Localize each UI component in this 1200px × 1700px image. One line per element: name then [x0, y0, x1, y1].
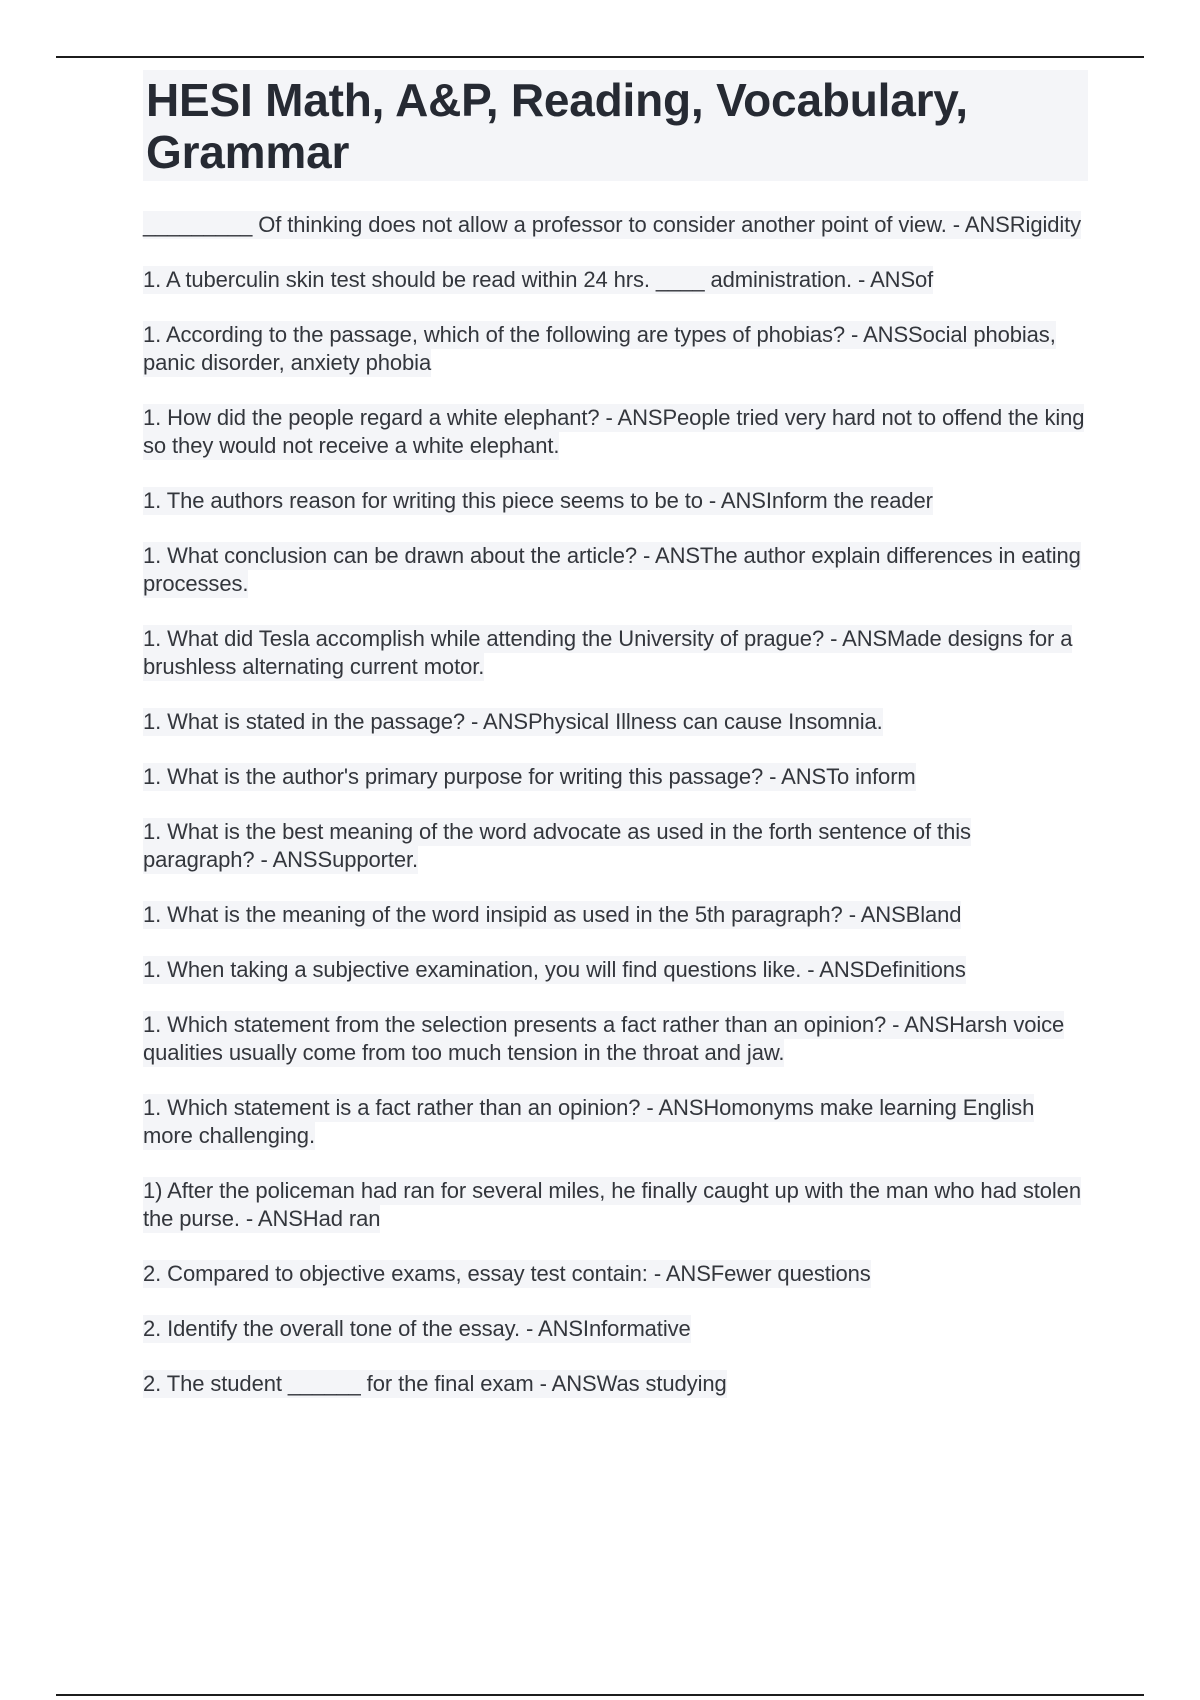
document-title: HESI Math, A&P, Reading, Vocabulary, Grammar	[146, 74, 968, 178]
qa-text: 2. Identify the overall tone of the essay. - ANSInformative	[143, 1316, 691, 1341]
top-rule	[56, 56, 1144, 58]
qa-item	[143, 708, 1088, 736]
qa-item	[143, 763, 1088, 791]
qa-text: 1. What is the meaning of the word insipid as used in the 5th paragraph? - ANSBland	[143, 902, 962, 927]
qa-text: 1. Which statement from the selection presents a fact rather than an opinion? - ANSHarsh voice qualities usually come from too much tension in the throat and jaw.	[143, 1012, 1065, 1065]
qa-item	[143, 321, 1088, 377]
qa-item	[143, 404, 1088, 460]
document-body	[143, 70, 1088, 1425]
qa-item	[143, 1315, 1088, 1343]
qa-item	[143, 625, 1088, 681]
qa-text: _________ Of thinking does not allow a professor to consider another point of view. - ANSRigidity	[143, 212, 1082, 237]
qa-item	[143, 901, 1088, 929]
qa-text: 1. What conclusion can be drawn about the article? - ANSThe author explain differences in eating processes.	[143, 543, 1081, 596]
title-block	[143, 70, 1088, 181]
qa-text: 1. What did Tesla accomplish while attending the University of prague? - ANSMade designs for a brushless alternating current motor.	[143, 626, 1073, 679]
qa-item	[143, 1260, 1088, 1288]
qa-text: 1. How did the people regard a white elephant? - ANSPeople tried very hard not to offend the king so they would not receive a white elephant.	[143, 405, 1085, 458]
qa-text: 1. Which statement is a fact rather than an opinion? - ANSHomonyms make learning English more challenging.	[143, 1095, 1035, 1148]
qa-item	[143, 542, 1088, 598]
qa-text: 2. Compared to objective exams, essay test contain: - ANSFewer questions	[143, 1261, 871, 1286]
qa-item	[143, 1177, 1088, 1233]
qa-text: 1. According to the passage, which of the following are types of phobias? - ANSSocial phobias, panic disorder, anxiety phobia	[143, 322, 1056, 375]
qa-item	[143, 211, 1088, 239]
qa-list	[143, 211, 1088, 1398]
qa-text: 1) After the policeman had ran for several miles, he finally caught up with the man who had stolen the purse. - ANSHad ran	[143, 1178, 1081, 1231]
qa-item	[143, 1011, 1088, 1067]
bottom-rule	[56, 1694, 1144, 1696]
qa-item	[143, 1370, 1088, 1398]
qa-text: 1. When taking a subjective examination, you will find questions like. - ANSDefinitions	[143, 957, 966, 982]
qa-item	[143, 956, 1088, 984]
qa-text: 2. The student ______ for the final exam - ANSWas studying	[143, 1371, 727, 1396]
qa-item	[143, 266, 1088, 294]
qa-item	[143, 818, 1088, 874]
qa-text: 1. The authors reason for writing this piece seems to be to - ANSInform the reader	[143, 488, 933, 513]
qa-text: 1. What is the author's primary purpose for writing this passage? - ANSTo inform	[143, 764, 916, 789]
qa-item	[143, 1094, 1088, 1150]
qa-text: 1. What is the best meaning of the word advocate as used in the forth sentence of this paragraph? - ANSSupporter.	[143, 819, 971, 872]
qa-item	[143, 487, 1088, 515]
qa-text: 1. A tuberculin skin test should be read within 24 hrs. ____ administration. - ANSof	[143, 267, 934, 292]
qa-text: 1. What is stated in the passage? - ANSPhysical Illness can cause Insomnia.	[143, 709, 883, 734]
